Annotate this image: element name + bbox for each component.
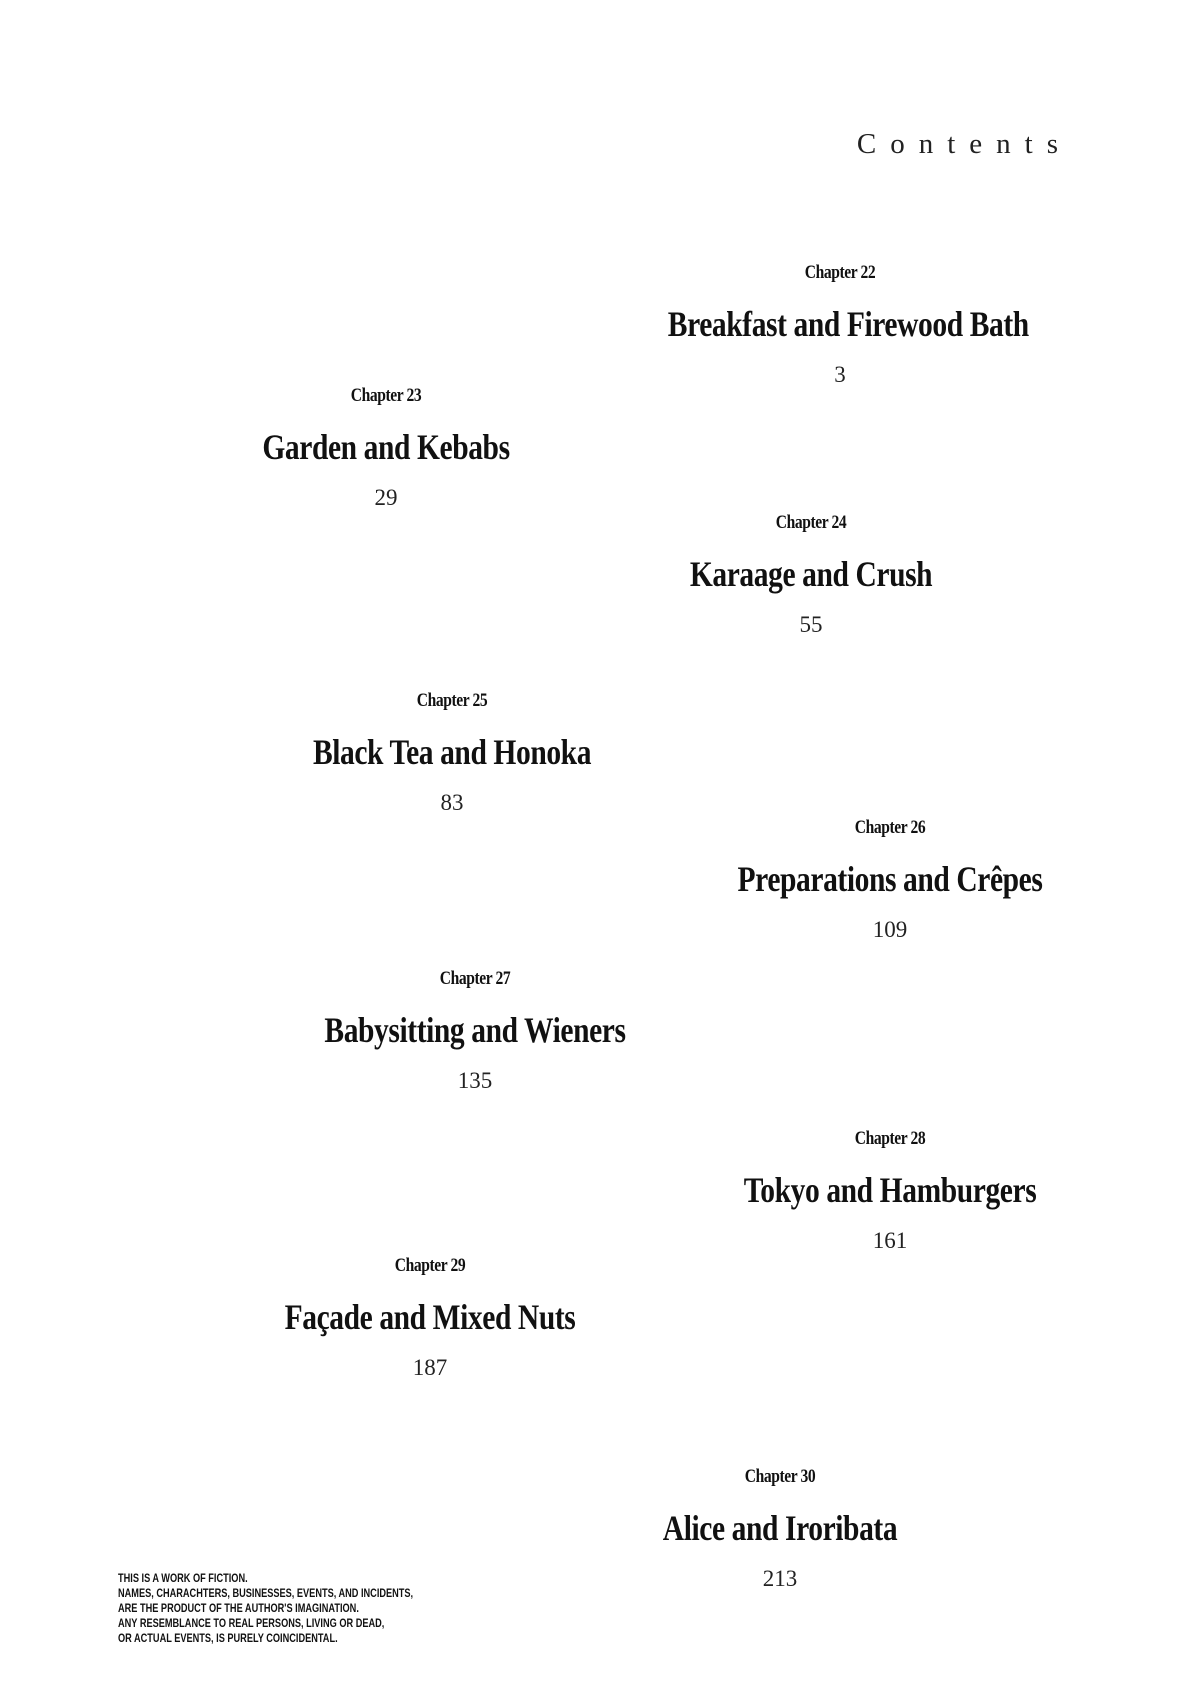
toc-entry-chapter-27[interactable] bbox=[265, 968, 685, 1094]
chapter-label: Chapter 23 bbox=[350, 385, 422, 406]
chapter-title: Tokyo and Hamburgers bbox=[743, 1170, 1037, 1210]
page-number: 83 bbox=[440, 790, 464, 815]
page-number: 161 bbox=[872, 1228, 908, 1253]
toc-entry-chapter-28[interactable] bbox=[680, 1128, 1100, 1254]
chapter-title: Façade and Mixed Nuts bbox=[284, 1297, 576, 1337]
disclaimer-line: ANY RESEMBLANCE TO REAL PERSONS, LIVING OR DEAD, bbox=[118, 1618, 385, 1630]
disclaimer-line: THIS IS A WORK OF FICTION. bbox=[118, 1573, 248, 1585]
page-number: 213 bbox=[762, 1566, 798, 1591]
chapter-title: Babysitting and Wieners bbox=[324, 1010, 626, 1050]
chapter-label: Chapter 25 bbox=[416, 690, 488, 711]
chapter-title: Alice and Iroribata bbox=[662, 1508, 898, 1548]
chapter-label: Chapter 29 bbox=[394, 1255, 466, 1276]
disclaimer-line: ARE THE PRODUCT OF THE AUTHOR'S IMAGINATION. bbox=[118, 1603, 359, 1615]
chapter-label: Chapter 22 bbox=[804, 262, 876, 283]
page-number: 29 bbox=[374, 485, 398, 510]
toc-entry-chapter-29[interactable] bbox=[220, 1255, 640, 1381]
chapter-title: Karaage and Crush bbox=[689, 554, 933, 594]
chapter-title: Preparations and Crêpes bbox=[737, 859, 1043, 899]
page-number: 109 bbox=[872, 917, 908, 942]
fiction-disclaimer bbox=[118, 1572, 413, 1647]
toc-entry-chapter-26[interactable] bbox=[680, 817, 1100, 943]
toc-entry-chapter-23[interactable] bbox=[176, 385, 596, 511]
page-number: 3 bbox=[834, 362, 846, 387]
chapter-title: Garden and Kebabs bbox=[262, 427, 510, 467]
chapter-label: Chapter 24 bbox=[775, 512, 847, 533]
page-number: 135 bbox=[457, 1068, 493, 1093]
disclaimer-line: OR ACTUAL EVENTS, IS PURELY COINCIDENTAL. bbox=[118, 1633, 338, 1645]
page-title: Contents bbox=[856, 128, 1072, 160]
chapter-label: Chapter 28 bbox=[854, 1128, 926, 1149]
page-number: 187 bbox=[412, 1355, 448, 1380]
disclaimer-line: NAMES, CHARACHTERS, BUSINESSES, EVENTS, AND INCIDENTS, bbox=[118, 1588, 414, 1600]
toc-entry-chapter-22[interactable] bbox=[630, 262, 1050, 388]
toc-entry-chapter-25[interactable] bbox=[242, 690, 662, 816]
chapter-label: Chapter 30 bbox=[744, 1466, 816, 1487]
toc-entry-chapter-30[interactable] bbox=[570, 1466, 990, 1592]
page-number: 55 bbox=[799, 612, 823, 637]
chapter-title: Breakfast and Firewood Bath bbox=[667, 304, 1029, 344]
chapter-label: Chapter 26 bbox=[854, 817, 926, 838]
toc-entry-chapter-24[interactable] bbox=[601, 512, 1021, 638]
chapter-label: Chapter 27 bbox=[439, 968, 511, 989]
chapter-title: Black Tea and Honoka bbox=[312, 732, 592, 772]
